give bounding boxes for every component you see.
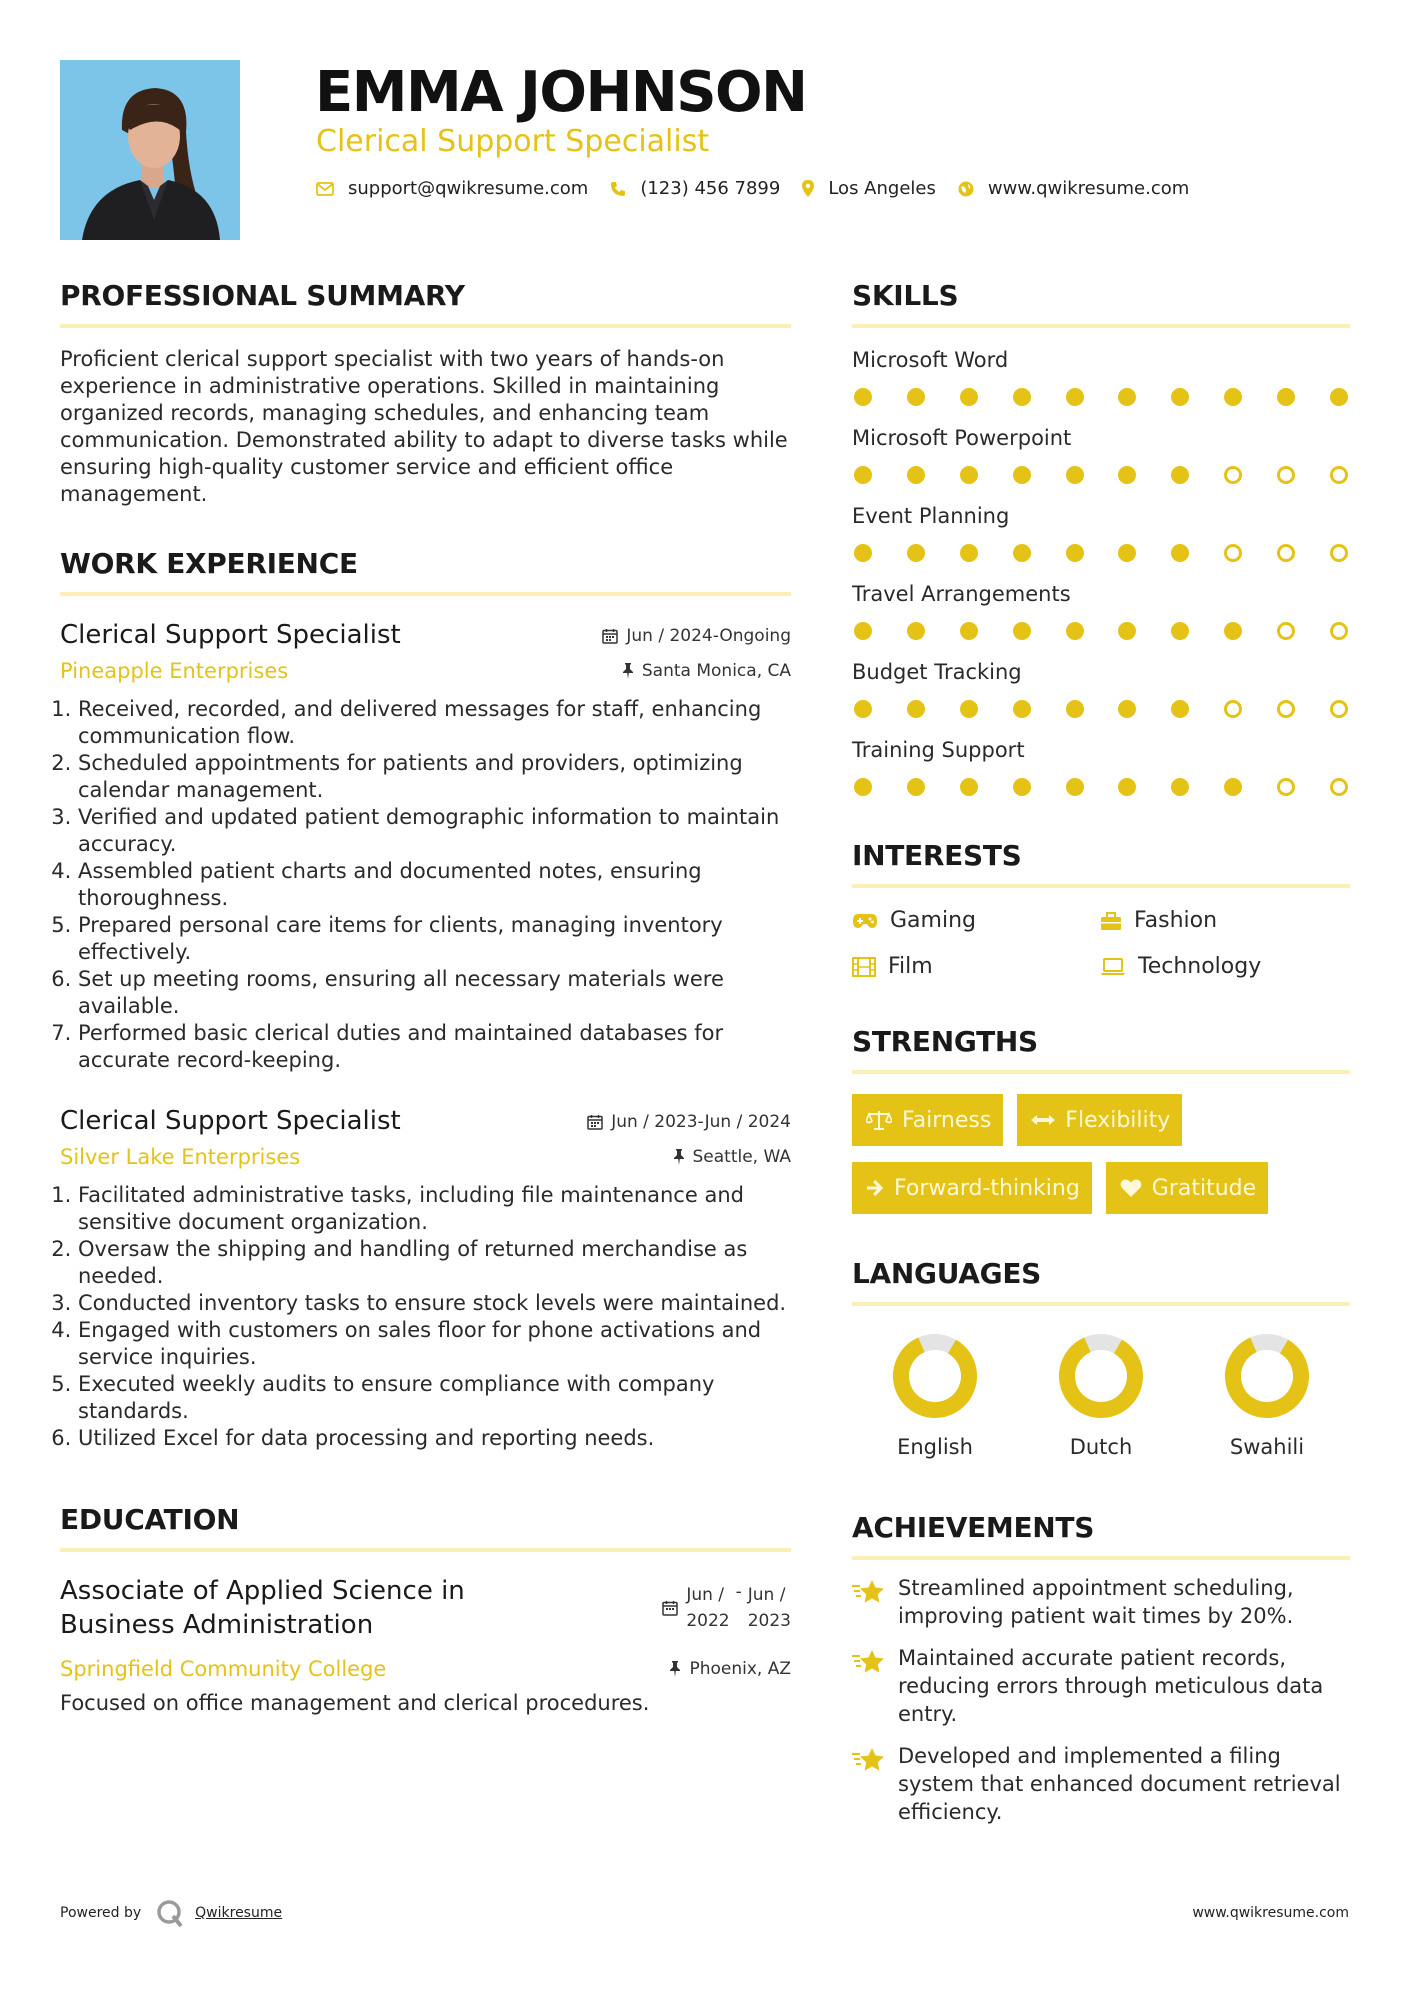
list-item: 1. Facilitated administrative tasks, including file maintenance and sensitive document organization. — [78, 1182, 791, 1236]
rating-dot-empty — [1224, 544, 1242, 562]
education-date-start-line1: Jun / — [686, 1585, 725, 1605]
skill-item — [852, 502, 1350, 562]
interests-section — [852, 838, 1350, 982]
list-item: 1. Received, recorded, and delivered messages for staff, enhancing communication flow. — [78, 696, 791, 750]
interest-label: Gaming — [890, 908, 976, 933]
email-icon — [316, 182, 334, 196]
contact-location-text: Los Angeles — [828, 178, 936, 199]
rating-dot-empty — [1277, 466, 1295, 484]
star-icon — [852, 1578, 886, 1606]
education-date-end-line2: 2023 — [747, 1611, 791, 1631]
skill-rating — [852, 778, 1350, 796]
contact-location — [802, 178, 936, 199]
contact-email-text: support@qwikresume.com — [348, 178, 589, 199]
rating-dot-filled — [1118, 778, 1136, 796]
calendar-icon — [662, 1600, 678, 1616]
education-date-end-line1: Jun / — [747, 1585, 786, 1605]
rating-dot-filled — [1066, 388, 1084, 406]
strengths-heading: STRENGTHS — [852, 1024, 1350, 1074]
list-item: 3. Conducted inventory tasks to ensure stock levels were maintained. — [78, 1290, 791, 1317]
education-entry — [60, 1574, 791, 1717]
skill-item — [852, 658, 1350, 718]
rating-dot-filled — [1013, 544, 1031, 562]
skill-item — [852, 736, 1350, 796]
education-date-end — [748, 1582, 791, 1634]
interest-item — [1100, 906, 1350, 936]
skills-heading: SKILLS — [852, 278, 1350, 328]
skills-list — [852, 346, 1350, 796]
gamepad-icon — [852, 913, 878, 929]
job-location — [673, 1147, 792, 1167]
job-bullets — [60, 696, 791, 1074]
skill-name: Training Support — [852, 738, 1025, 762]
interest-item — [852, 906, 1100, 936]
strengths-section — [852, 1024, 1350, 1230]
skill-name: Budget Tracking — [852, 660, 1022, 684]
skill-name: Event Planning — [852, 504, 1010, 528]
achievement-text: Developed and implemented a filing system that enhanced document retrieval efficiency. — [898, 1744, 1341, 1824]
job-date-text: Jun / 2024-Ongoing — [626, 626, 791, 646]
rating-dot-filled — [960, 778, 978, 796]
list-item: 4. Engaged with customers on sales floor for phone activations and service inquiries. — [78, 1317, 791, 1371]
footer-powered-by — [60, 1898, 282, 1928]
list-item: 6. Set up meeting rooms, ensuring all necessary materials were available. — [78, 966, 791, 1020]
contact-phone[interactable] — [610, 178, 780, 199]
language-level-ring — [891, 1332, 979, 1420]
list-item: 2. Scheduled appointments for patients and providers, optimizing calendar management. — [78, 750, 791, 804]
job-location-text: Seattle, WA — [692, 1147, 791, 1167]
pushpin-icon — [622, 663, 634, 679]
rating-dot-filled — [1224, 778, 1242, 796]
rating-dot-filled — [1171, 778, 1189, 796]
skill-rating — [852, 466, 1350, 484]
rating-dot-filled — [1224, 622, 1242, 640]
rating-dot-empty — [1277, 778, 1295, 796]
footer-url[interactable]: www.qwikresume.com — [1192, 1905, 1349, 1921]
rating-dot-empty — [1277, 544, 1295, 562]
arrow-right-icon — [866, 1179, 884, 1197]
strength-chip — [852, 1162, 1092, 1214]
achievement-text: Maintained accurate patient records, reducing errors through meticulous data entry. — [898, 1646, 1324, 1726]
rating-dot-filled — [1118, 544, 1136, 562]
profile-photo — [60, 60, 240, 240]
rating-dot-filled — [960, 544, 978, 562]
company-name: Pineapple Enterprises — [60, 659, 289, 683]
rating-dot-filled — [907, 466, 925, 484]
achievement-item — [852, 1742, 1350, 1826]
language-item — [1018, 1332, 1184, 1462]
strength-chip — [1106, 1162, 1268, 1214]
job-entry-1 — [60, 618, 791, 1074]
education-location-text: Phoenix, AZ — [689, 1659, 791, 1679]
rating-dot-filled — [1171, 544, 1189, 562]
job-location — [622, 661, 791, 681]
pushpin-icon — [673, 1149, 685, 1165]
language-level-ring — [1223, 1332, 1311, 1420]
education-date: Jun / 2022 - Jun / 2023 — [662, 1582, 791, 1634]
rating-dot-filled — [907, 544, 925, 562]
interest-label: Technology — [1138, 954, 1262, 979]
calendar-icon — [587, 1114, 603, 1130]
interests-grid — [852, 906, 1350, 982]
contact-email[interactable] — [316, 178, 588, 199]
rating-dot-filled — [1171, 622, 1189, 640]
achievement-item — [852, 1644, 1350, 1728]
rating-dot-filled — [1118, 466, 1136, 484]
skill-rating — [852, 388, 1350, 406]
degree-line-1: Associate of Applied Science in — [60, 1576, 465, 1606]
location-pin-icon — [802, 180, 814, 197]
job-date-text: Jun / 2023-Jun / 2024 — [611, 1112, 791, 1132]
rating-dot-filled — [907, 700, 925, 718]
rating-dot-filled — [1066, 466, 1084, 484]
pushpin-icon — [669, 1661, 681, 1677]
rating-dot-empty — [1330, 700, 1348, 718]
footer-brand-link[interactable]: Qwikresume — [195, 1905, 283, 1921]
skill-name: Microsoft Word — [852, 348, 1009, 372]
list-item: 3. Verified and updated patient demographic information to maintain accuracy. — [78, 804, 791, 858]
laptop-icon — [1100, 958, 1126, 976]
summary-section — [60, 278, 791, 508]
strength-label: Flexibility — [1065, 1107, 1171, 1133]
film-icon — [852, 957, 876, 977]
right-column — [852, 278, 1350, 1826]
arrows-horizontal-icon — [1031, 1114, 1055, 1126]
job-date — [602, 626, 791, 646]
skills-section — [852, 278, 1350, 796]
job-location-text: Santa Monica, CA — [641, 661, 791, 681]
languages-heading: LANGUAGES — [852, 1256, 1350, 1306]
strength-chip — [852, 1094, 1003, 1146]
education-heading: EDUCATION — [60, 1502, 791, 1552]
phone-icon — [610, 181, 626, 197]
company-name: Silver Lake Enterprises — [60, 1145, 301, 1169]
rating-dot-empty — [1330, 778, 1348, 796]
rating-dot-filled — [907, 778, 925, 796]
interest-label: Film — [888, 954, 933, 979]
star-icon — [852, 1648, 886, 1676]
rating-dot-filled — [1066, 778, 1084, 796]
rating-dot-empty — [1224, 700, 1242, 718]
list-item: 7. Performed basic clerical duties and maintained databases for accurate record-keeping. — [78, 1020, 791, 1074]
person-avatar-icon — [60, 60, 240, 240]
skill-name: Microsoft Powerpoint — [852, 426, 1072, 450]
rating-dot-empty — [1330, 544, 1348, 562]
rating-dot-empty — [1330, 466, 1348, 484]
contact-phone-text: (123) 456 7899 — [640, 178, 781, 199]
rating-dot-filled — [854, 388, 872, 406]
skill-item — [852, 424, 1350, 484]
left-column — [60, 278, 791, 1717]
rating-dot-filled — [1224, 388, 1242, 406]
summary-text: Proficient clerical support specialist with two years of hands-on experience in administrative operations. Skilled in maintaining organized records, managing schedules, and enhancing team communication. Demonstrated ability to adapt to diverse tasks while ensuring high-quality customer service and efficient office management. — [60, 347, 788, 506]
education-description: Focused on office management and clerical procedures. — [60, 1691, 650, 1715]
list-item: 5. Prepared personal care items for clients, managing inventory effectively. — [78, 912, 791, 966]
rating-dot-filled — [1013, 388, 1031, 406]
education-section — [60, 1502, 791, 1717]
rating-dot-filled — [960, 700, 978, 718]
rating-dot-filled — [1118, 388, 1136, 406]
star-icon — [852, 1746, 886, 1774]
list-item: 5. Executed weekly audits to ensure compliance with company standards. — [78, 1371, 791, 1425]
degree-title — [60, 1574, 465, 1642]
skill-rating — [852, 544, 1350, 562]
achievements-section — [852, 1510, 1350, 1826]
rating-dot-filled — [854, 622, 872, 640]
contact-bar — [316, 178, 1211, 199]
achievements-list — [852, 1574, 1350, 1826]
rating-dot-filled — [1118, 700, 1136, 718]
calendar-icon — [602, 628, 618, 644]
list-item: 4. Assembled patient charts and documented notes, ensuring thoroughness. — [78, 858, 791, 912]
qwikresume-logo-icon — [155, 1898, 185, 1928]
rating-dot-filled — [1013, 700, 1031, 718]
strength-label: Fairness — [902, 1107, 992, 1133]
powered-by-text: Powered by — [60, 1905, 142, 1921]
rating-dot-filled — [854, 700, 872, 718]
school-name: Springfield Community College — [60, 1657, 387, 1681]
balance-scale-icon — [866, 1109, 892, 1131]
achievement-item — [852, 1574, 1350, 1630]
languages-list — [852, 1332, 1350, 1462]
language-item — [1184, 1332, 1350, 1462]
interest-label: Fashion — [1134, 908, 1218, 933]
list-item: 6. Utilized Excel for data processing and reporting needs. — [78, 1425, 791, 1452]
job-entry-2 — [60, 1104, 791, 1452]
job-title: Clerical Support Specialist — [60, 620, 401, 650]
skill-name: Travel Arrangements — [852, 582, 1071, 606]
education-date-start — [686, 1582, 729, 1634]
degree-line-2: Business Administration — [60, 1610, 374, 1640]
rating-dot-filled — [1277, 388, 1295, 406]
briefcase-icon — [1100, 911, 1122, 931]
globe-icon — [958, 181, 974, 197]
strength-chip — [1017, 1094, 1182, 1146]
rating-dot-filled — [1066, 622, 1084, 640]
rating-dot-filled — [960, 388, 978, 406]
achievement-text: Streamlined appointment scheduling, improving patient wait times by 20%. — [898, 1576, 1294, 1628]
rating-dot-filled — [960, 622, 978, 640]
rating-dot-filled — [1330, 388, 1348, 406]
skill-item — [852, 580, 1350, 640]
education-date-start-line2: 2022 — [686, 1611, 730, 1631]
rating-dot-filled — [1013, 622, 1031, 640]
rating-dot-filled — [960, 466, 978, 484]
rating-dot-filled — [1066, 700, 1084, 718]
candidate-name: EMMA JOHNSON — [315, 60, 807, 125]
rating-dot-filled — [907, 388, 925, 406]
experience-section — [60, 546, 791, 1452]
rating-dot-filled — [1171, 466, 1189, 484]
list-item: 2. Oversaw the shipping and handling of returned merchandise as needed. — [78, 1236, 791, 1290]
contact-website[interactable] — [958, 178, 1189, 199]
strength-label: Forward-thinking — [894, 1175, 1080, 1201]
candidate-title: Clerical Support Specialist — [316, 124, 710, 159]
interests-heading: INTERESTS — [852, 838, 1350, 888]
summary-heading: PROFESSIONAL SUMMARY — [60, 278, 791, 328]
rating-dot-empty — [1224, 466, 1242, 484]
rating-dot-filled — [1118, 622, 1136, 640]
job-title: Clerical Support Specialist — [60, 1106, 401, 1136]
rating-dot-empty — [1330, 622, 1348, 640]
rating-dot-filled — [1013, 466, 1031, 484]
languages-section — [852, 1256, 1350, 1462]
rating-dot-filled — [1171, 700, 1189, 718]
experience-heading: WORK EXPERIENCE — [60, 546, 791, 596]
strengths-list — [852, 1094, 1350, 1230]
rating-dot-filled — [1171, 388, 1189, 406]
achievements-heading: ACHIEVEMENTS — [852, 1510, 1350, 1560]
rating-dot-filled — [854, 778, 872, 796]
strength-label: Gratitude — [1151, 1175, 1257, 1201]
job-date — [587, 1112, 791, 1132]
interest-item — [1100, 952, 1350, 982]
rating-dot-empty — [1277, 700, 1295, 718]
education-location — [669, 1659, 791, 1679]
interest-item — [852, 952, 1100, 982]
rating-dot-filled — [1066, 544, 1084, 562]
job-bullets — [60, 1182, 791, 1452]
rating-dot-filled — [854, 544, 872, 562]
contact-website-text: www.qwikresume.com — [987, 178, 1190, 199]
heart-icon — [1120, 1178, 1142, 1198]
language-item — [852, 1332, 1018, 1462]
language-name: Swahili — [1229, 1435, 1305, 1459]
rating-dot-empty — [1277, 622, 1295, 640]
rating-dot-filled — [1013, 778, 1031, 796]
rating-dot-filled — [907, 622, 925, 640]
language-level-ring — [1057, 1332, 1145, 1420]
skill-rating — [852, 700, 1350, 718]
skill-rating — [852, 622, 1350, 640]
language-name: English — [897, 1435, 973, 1459]
language-name: Dutch — [1069, 1435, 1133, 1459]
rating-dot-filled — [854, 466, 872, 484]
skill-item — [852, 346, 1350, 406]
